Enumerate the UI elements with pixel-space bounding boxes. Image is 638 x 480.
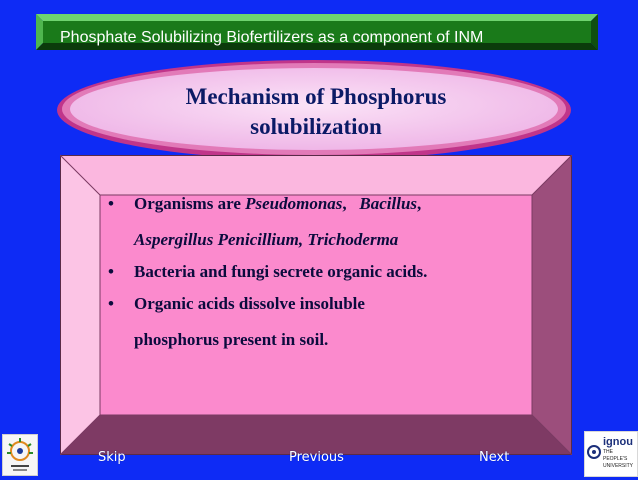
previous-button[interactable]: Previous <box>289 450 344 465</box>
bullet-icon: • <box>108 262 114 281</box>
bullet-text: , <box>342 194 360 213</box>
bullet-item <box>108 292 528 351</box>
emblem-icon <box>2 434 38 476</box>
ignou-tagline: THE PEOPLE'S UNIVERSITY <box>603 449 634 469</box>
bullet-text: Organisms are <box>134 194 246 213</box>
bullet-list <box>108 192 528 360</box>
bullet-line <box>134 192 528 215</box>
bullet-icon: • <box>108 294 114 313</box>
title-line-1: Mechanism of Phosphorus <box>185 84 447 109</box>
slide-title <box>120 82 512 142</box>
bullet-line <box>134 228 528 251</box>
bullet-line <box>134 292 528 315</box>
ignou-logo <box>584 431 638 477</box>
bullet-text: Bacteria and fungi secrete organic acids. <box>134 262 428 281</box>
bullet-icon: • <box>108 194 114 213</box>
next-button[interactable]: Next <box>479 450 510 465</box>
bullet-item <box>108 260 528 283</box>
bullet-line <box>134 260 528 283</box>
title-line-2: solubilization <box>250 114 382 139</box>
bullet-text: Organic acids dissolve insoluble <box>134 294 365 313</box>
skip-button[interactable]: Skip <box>98 450 126 465</box>
bullet-text: , <box>417 194 422 213</box>
ignou-wordmark: ignou <box>603 436 633 448</box>
bullet-line <box>134 328 528 351</box>
organism-name: Pseudomonas <box>245 194 343 213</box>
bullet-text: phosphorus present in soil. <box>134 330 329 349</box>
ignou-seal-icon <box>587 440 601 464</box>
header-title: Phosphate Solubilizing Biofertilizers as a component of INM <box>60 29 484 46</box>
bullet-item <box>108 192 528 251</box>
organism-name: Bacillus <box>359 194 418 213</box>
organism-names: Aspergillus Penicillium, Trichoderma <box>134 230 399 249</box>
